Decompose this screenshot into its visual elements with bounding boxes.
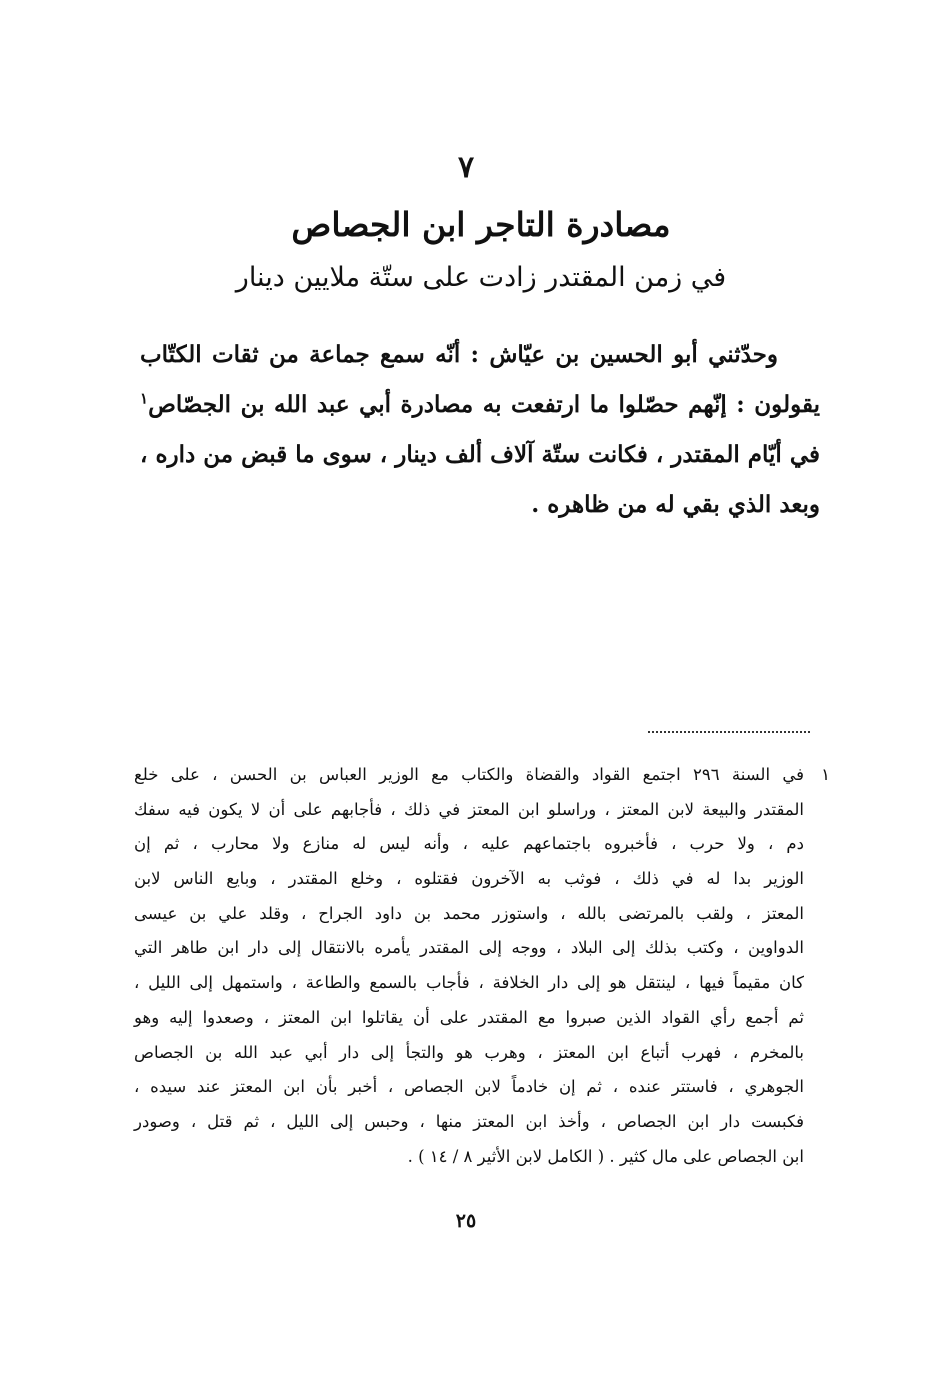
footnote-line: الدواوين ، وكتب بذلك إلى البلاد ، ووجه إلى المقتدر يأمره بالانتقال إلى دار ابن طاهر التي xyxy=(134,938,804,958)
body-paragraph xyxy=(140,330,820,530)
footnote-line: الوزير بدا له في ذلك ، فوثب به الآخرون فقتلوه ، وخلع المقتدر ، وبايع الناس لابن xyxy=(134,869,804,889)
footnote-line: المعتز ، ولقب بالمرتضى بالله ، واستوزر محمد بن داود الجراح ، وقلد علي بن عيسى xyxy=(134,903,804,923)
footnote-line: دم ، ولا حرب ، فأخبروه باجتماعهم عليه ، وأنه ليس له منازع ولا محارب ، ثم إن xyxy=(134,834,804,854)
body-line-text: يقولون : إنّهم حصّلوا ما ارتفعت به مصادرة أبي عبد الله بن الجصّاص xyxy=(148,391,820,418)
footnote-line: ابن الجصاص على مال كثير . ( الكامل لابن الأثير ٨ / ١٤ ) . xyxy=(407,1146,804,1166)
chapter-title: مصادرة التاجر ابن الجصاص xyxy=(291,205,671,244)
body-line: في أيّام المقتدر ، فكانت ستّة آلاف ألف دينار ، سوى ما قبض من داره ، xyxy=(140,441,820,468)
footnote-line: في السنة ٢٩٦ اجتمع القواد والقضاة والكتاب مع الوزير العباس بن الحسن ، على خلع xyxy=(134,765,804,784)
chapter-number: ٧ xyxy=(457,150,475,185)
footnote-line: الجوهري ، فاستتر عنده ، ثم إن خادماً لابن الجصاص ، أخبر بأن ابن المعتز عند سيده ، xyxy=(134,1077,804,1097)
footnote-line: فكبست دار ابن الجصاص ، وأخذ ابن المعتز منها ، وحبس إلى الليل ، ثم قتل ، وصودر xyxy=(134,1111,804,1131)
footnote-line: بالمخرم ، فهرب أتباع ابن المعتز ، وهرب هو والتجأ إلى دار أبي عبد الله بن الجصاص xyxy=(134,1042,804,1062)
footnote xyxy=(134,758,830,1174)
footnote-line: المقتدر والبيعة لابن المعتز ، وراسلو ابن المعتز في ذلك ، فأجابهم على أن لا يكون فيه سفك xyxy=(134,799,804,819)
footnote-text xyxy=(134,758,804,1174)
footnote-line: كان مقيماً فيها ، لينتقل هو إلى دار الخلافة ، فأجاب بالسمع والطاعة ، واستمهل إلى الليل ، xyxy=(134,973,804,993)
chapter-subtitle: في زمن المقتدر زادت على ستّة ملايين دينار xyxy=(235,262,727,293)
body-line: وحدّثني أبو الحسين بن عيّاش : أنّه سمع جماعة من ثقات الكتّاب xyxy=(140,341,778,368)
body-line: وبعد الذي بقي له من ظاهره . xyxy=(531,491,820,518)
footnote-line: ثم أجمع رأي القواد الذين صبروا مع المقتدر على أن يقاتلوا ابن المعتز ، وصعدوا إليه وهو xyxy=(134,1007,804,1027)
footnote-marker[interactable]: ١ xyxy=(140,389,149,408)
footnote-separator xyxy=(648,731,810,733)
footnote-number: ١ xyxy=(821,765,830,784)
page-number: ٢٥ xyxy=(455,1210,477,1232)
body-line xyxy=(140,380,820,430)
